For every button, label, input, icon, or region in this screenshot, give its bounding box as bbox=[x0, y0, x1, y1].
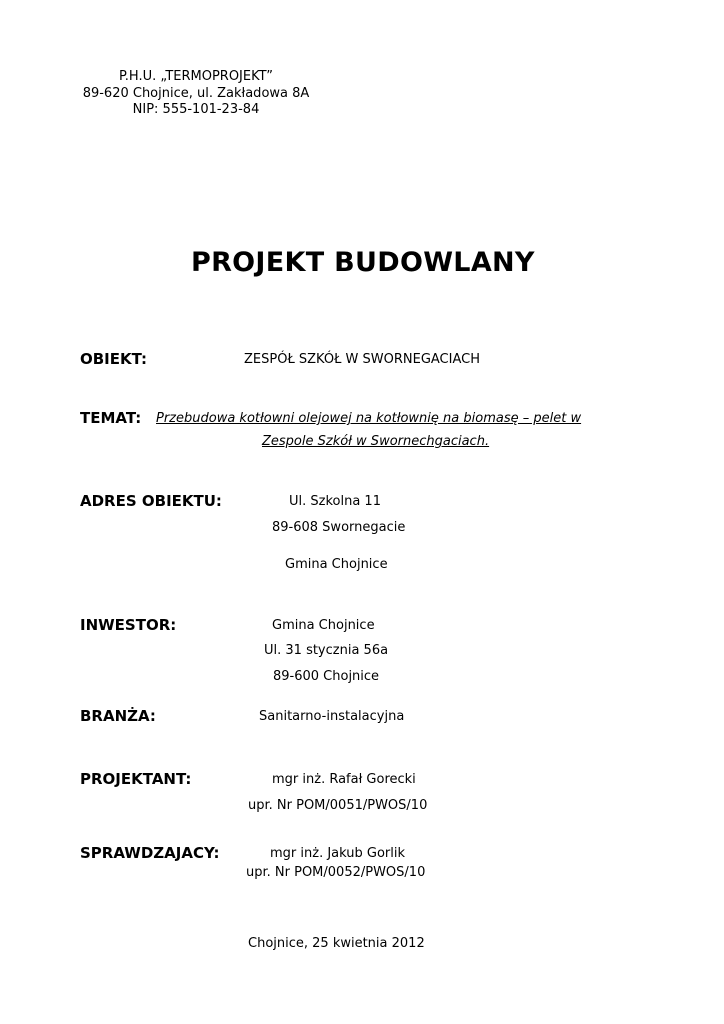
adres-line-3: Gmina Chojnice bbox=[285, 557, 388, 572]
inwestor-label: INWESTOR: bbox=[80, 616, 177, 634]
company-address: 89-620 Chojnice, ul. Zakładowa 8A bbox=[82, 86, 310, 101]
document-date: Chojnice, 25 kwietnia 2012 bbox=[248, 936, 425, 951]
adres-label: ADRES OBIEKTU: bbox=[80, 492, 222, 510]
sprawdzajacy-label: SPRAWDZAJACY: bbox=[80, 844, 220, 862]
adres-line-2: 89-608 Swornegacie bbox=[272, 520, 406, 535]
page-title: PROJEKT BUDOWLANY bbox=[191, 247, 535, 278]
temat-line-2: Zespole Szkół w Swornechgaciach. bbox=[262, 434, 490, 449]
sprawdzajacy-name: mgr inż. Jakub Gorlik bbox=[270, 846, 406, 861]
projektant-label: PROJEKTANT: bbox=[80, 770, 192, 788]
company-nip: NIP: 555-101-23-84 bbox=[132, 102, 260, 117]
adres-line-1: Ul. Szkolna 11 bbox=[289, 494, 381, 509]
obiekt-value: ZESPÓŁ SZKÓŁ W SWORNEGACIACH bbox=[244, 352, 480, 367]
company-name: P.H.U. „TERMOPROJEKT” bbox=[118, 69, 274, 84]
sprawdzajacy-license: upr. Nr POM/0052/PWOS/10 bbox=[246, 865, 426, 880]
inwestor-line-2: Ul. 31 stycznia 56a bbox=[264, 643, 389, 658]
branza-value: Sanitarno-instalacyjna bbox=[259, 709, 405, 724]
temat-label: TEMAT: bbox=[80, 409, 142, 427]
temat-line-1: Przebudowa kotłowni olejowej na kotłownię na biomasę – pelet w bbox=[156, 411, 582, 426]
projektant-name: mgr inż. Rafał Gorecki bbox=[272, 772, 416, 787]
obiekt-label: OBIEKT: bbox=[80, 350, 148, 368]
inwestor-line-1: Gmina Chojnice bbox=[272, 618, 375, 633]
branza-label: BRANŻA: bbox=[80, 707, 156, 725]
projektant-license: upr. Nr POM/0051/PWOS/10 bbox=[248, 798, 428, 813]
inwestor-line-3: 89-600 Chojnice bbox=[273, 669, 380, 684]
